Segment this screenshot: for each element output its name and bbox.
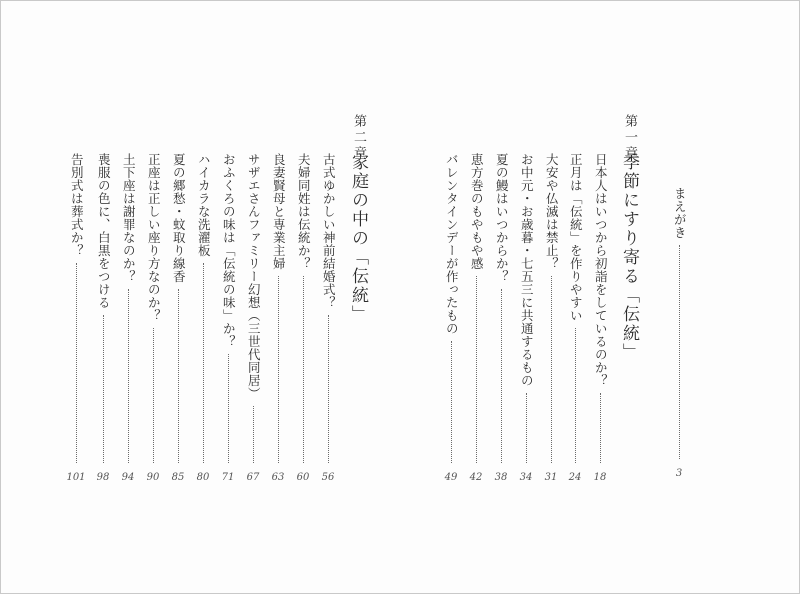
- dot-leader: [328, 315, 329, 463]
- toc-entry-page: 67: [246, 472, 260, 483]
- toc-entry-title: 日本人はいつから初詣をしているのか？: [593, 153, 609, 387]
- dot-leader: [228, 354, 229, 463]
- toc-entry-page: 31: [544, 472, 558, 483]
- toc-entry-page: 34: [519, 472, 533, 483]
- toc-entry-title: 夏の郷愁・蚊取り線香: [171, 153, 187, 283]
- dot-leader: [600, 393, 601, 463]
- dot-leader: [575, 328, 576, 463]
- toc-entry[interactable]: [514, 153, 538, 483]
- toc-entry-title: 恵方巻のもやもや感: [469, 153, 485, 270]
- toc-entry-page: 42: [469, 472, 483, 483]
- dot-leader: [76, 263, 77, 463]
- dot-leader: [153, 328, 154, 463]
- toc-entry-title: 夏の鰻はいつからか？: [494, 153, 510, 283]
- chapter-2-label: 第二章: [351, 114, 366, 162]
- chapter-2-title: 家庭の中の「伝統」: [348, 153, 368, 324]
- dot-leader: [278, 276, 279, 463]
- toc-entry-page: 98: [96, 472, 110, 483]
- toc-entry-title: 告別式は葬式か？: [69, 153, 85, 257]
- toc-entry[interactable]: [464, 153, 488, 483]
- toc-entry-title: 正月は「伝統」を作りやすい: [568, 153, 584, 322]
- toc-entry[interactable]: [316, 153, 340, 483]
- dot-leader: [253, 406, 254, 463]
- toc-entry-page: 85: [171, 472, 185, 483]
- toc-entry-title: 古式ゆかしい神前結婚式？: [321, 153, 337, 309]
- toc-entry-title: 夫婦同姓は伝統か？: [296, 153, 312, 270]
- dot-leader: [178, 289, 179, 463]
- toc-entry-title: 良妻賢母と専業主婦: [271, 153, 287, 270]
- toc-entry-title: まえがき: [672, 187, 688, 239]
- toc-entry[interactable]: [266, 153, 290, 483]
- dot-leader: [451, 341, 452, 463]
- dot-leader: [551, 276, 552, 463]
- dot-leader: [476, 276, 477, 463]
- chapter-1-label: 第一章: [622, 114, 637, 162]
- toc-entry-title: 大安や仏滅は禁止？: [544, 153, 560, 270]
- toc-entry-page: 49: [444, 472, 458, 483]
- toc-entry-title: お中元・お歳暮・七五三に共通するもの: [519, 153, 535, 387]
- toc-entry-page: 3: [675, 468, 683, 479]
- toc-entry-title: 土下座は謝罪なのか？: [121, 153, 137, 283]
- toc-entry-title: おふくろの味は「伝統の味」か？: [221, 153, 237, 348]
- toc-entry[interactable]: [191, 153, 215, 483]
- toc-entry[interactable]: [64, 153, 88, 483]
- toc-entry-page: 101: [66, 472, 86, 483]
- dot-leader: [526, 393, 527, 463]
- dot-leader: [679, 245, 680, 459]
- toc-entry-title: サザエさんファミリー幻想（三世代同居）: [246, 153, 262, 400]
- dot-leader: [501, 289, 502, 463]
- toc-entry-page: 90: [146, 472, 160, 483]
- toc-entry-page: 56: [321, 472, 335, 483]
- toc-entry-page: 24: [568, 472, 582, 483]
- toc-entry[interactable]: [291, 153, 315, 483]
- dot-leader: [303, 276, 304, 463]
- toc-entry-page: 71: [221, 472, 235, 483]
- toc-entry[interactable]: [216, 153, 240, 483]
- toc-entry-preface[interactable]: [667, 187, 691, 479]
- toc-entry-title: 正座は正しい座り方なのか？: [146, 153, 162, 322]
- toc-entry[interactable]: [489, 153, 513, 483]
- toc-entry[interactable]: [563, 153, 587, 483]
- toc-entry-title: バレンタインデーが作ったもの: [444, 153, 460, 335]
- toc-entry[interactable]: [439, 153, 463, 483]
- toc-entry[interactable]: [166, 153, 190, 483]
- toc-entry-page: 63: [271, 472, 285, 483]
- toc-entry[interactable]: [141, 153, 165, 483]
- toc-entry[interactable]: [588, 153, 612, 483]
- dot-leader: [128, 289, 129, 463]
- toc-entry-page: 38: [494, 472, 508, 483]
- toc-entry-page: 80: [196, 472, 210, 483]
- toc-entry-title: 喪服の色に、白黒をつける: [96, 153, 112, 309]
- dot-leader: [203, 263, 204, 463]
- toc-entry[interactable]: [91, 153, 115, 483]
- toc-entry-page: 94: [121, 472, 135, 483]
- toc-entry[interactable]: [241, 153, 265, 483]
- toc-entry-page: 60: [296, 472, 310, 483]
- toc-entry[interactable]: [539, 153, 563, 483]
- chapter-1-title: 季節にすり寄る「伝統」: [619, 153, 639, 362]
- dot-leader: [103, 315, 104, 463]
- toc-entry-page: 18: [593, 472, 607, 483]
- toc-entry-title: ハイカラな洗濯板: [196, 153, 212, 257]
- toc-entry[interactable]: [116, 153, 140, 483]
